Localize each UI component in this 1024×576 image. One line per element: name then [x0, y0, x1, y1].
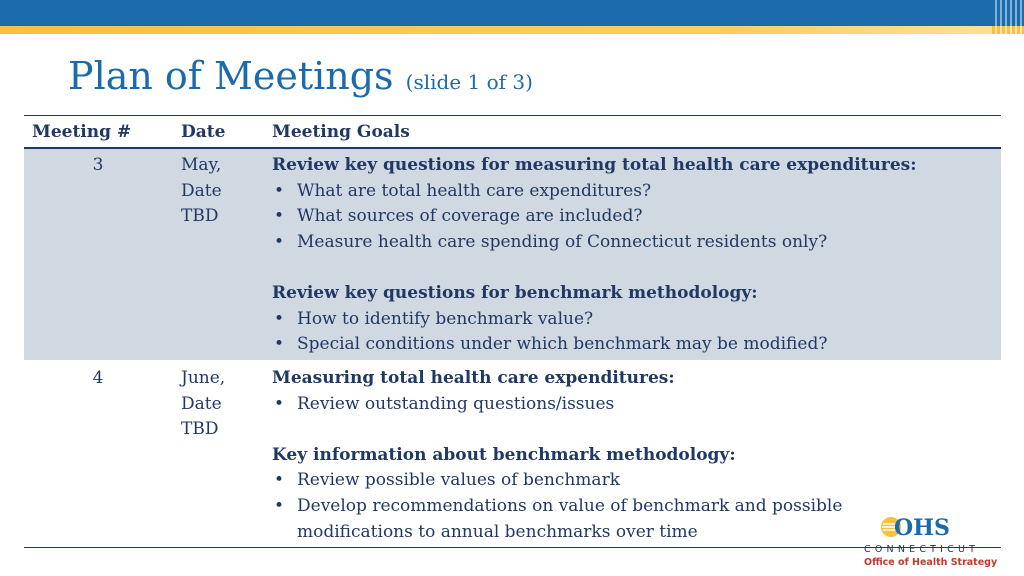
goal-bullet: • How to identify benchmark value? [272, 307, 917, 333]
meeting-number: 3 [92, 155, 104, 175]
logo-agency-name: Office of Health Strategy [864, 557, 998, 568]
meeting-goals [272, 153, 917, 358]
slide-title [68, 54, 533, 98]
gold-banner [0, 26, 1024, 34]
meeting-date [181, 366, 225, 443]
goal-bullet: • Review outstanding questions/issues [272, 392, 842, 418]
top-banner [0, 0, 1024, 26]
goal-bullet: • What sources of coverage are included? [272, 204, 917, 230]
logo-abbr: OHS [894, 515, 950, 541]
logo-state: CONNECTICUT [864, 544, 980, 555]
goal-bullet: • What are total health care expenditures? [272, 179, 917, 205]
header-goals: Meeting Goals [272, 122, 410, 142]
meeting-number: 4 [92, 368, 104, 388]
meeting-goals [272, 366, 842, 545]
meeting-date [181, 153, 222, 230]
goal-section-title: Review key questions for benchmark methodology: [272, 282, 758, 303]
goal-bullet: • Develop recommendations on value of benchmark and possible [272, 494, 842, 520]
goal-bullet: • Special conditions under which benchmark may be modified? [272, 332, 917, 358]
goal-bullet-list [272, 307, 917, 358]
ohs-logo [862, 512, 998, 572]
header-date: Date [181, 122, 226, 142]
goal-bullet-list [272, 179, 917, 256]
date-line: May, [181, 155, 222, 175]
goal-section-title: Key information about benchmark methodology: [272, 444, 736, 465]
table-bottom-rule [24, 547, 1001, 548]
goal-bullet: • Measure health care spending of Connecticut residents only? [272, 230, 917, 256]
goal-bullet: • Review possible values of benchmark [272, 468, 842, 494]
table-top-rule [24, 115, 1001, 116]
date-line: June, [181, 368, 226, 388]
goal-bullet-list [272, 468, 842, 545]
goal-section-title: Review key questions for measuring total health care expenditures: [272, 155, 917, 175]
goal-section-title: Measuring total health care expenditures: [272, 368, 675, 388]
slide-subtitle: (slide 1 of 3) [405, 70, 533, 94]
goal-bullet-list [272, 392, 842, 418]
banner-stripes [992, 0, 1024, 26]
section-gap [272, 255, 917, 281]
slide-title-text: Plan of Meetings [68, 54, 394, 98]
goal-bullet-continuation: modifications to annual benchmarks over time [297, 521, 698, 542]
section-gap [272, 417, 842, 443]
header-meeting: Meeting # [32, 122, 132, 142]
date-line: TBD [181, 206, 219, 227]
gold-stripes [992, 26, 1024, 34]
date-line: TBD [181, 419, 219, 440]
date-line: Date [181, 180, 222, 201]
date-line: Date [181, 393, 222, 414]
